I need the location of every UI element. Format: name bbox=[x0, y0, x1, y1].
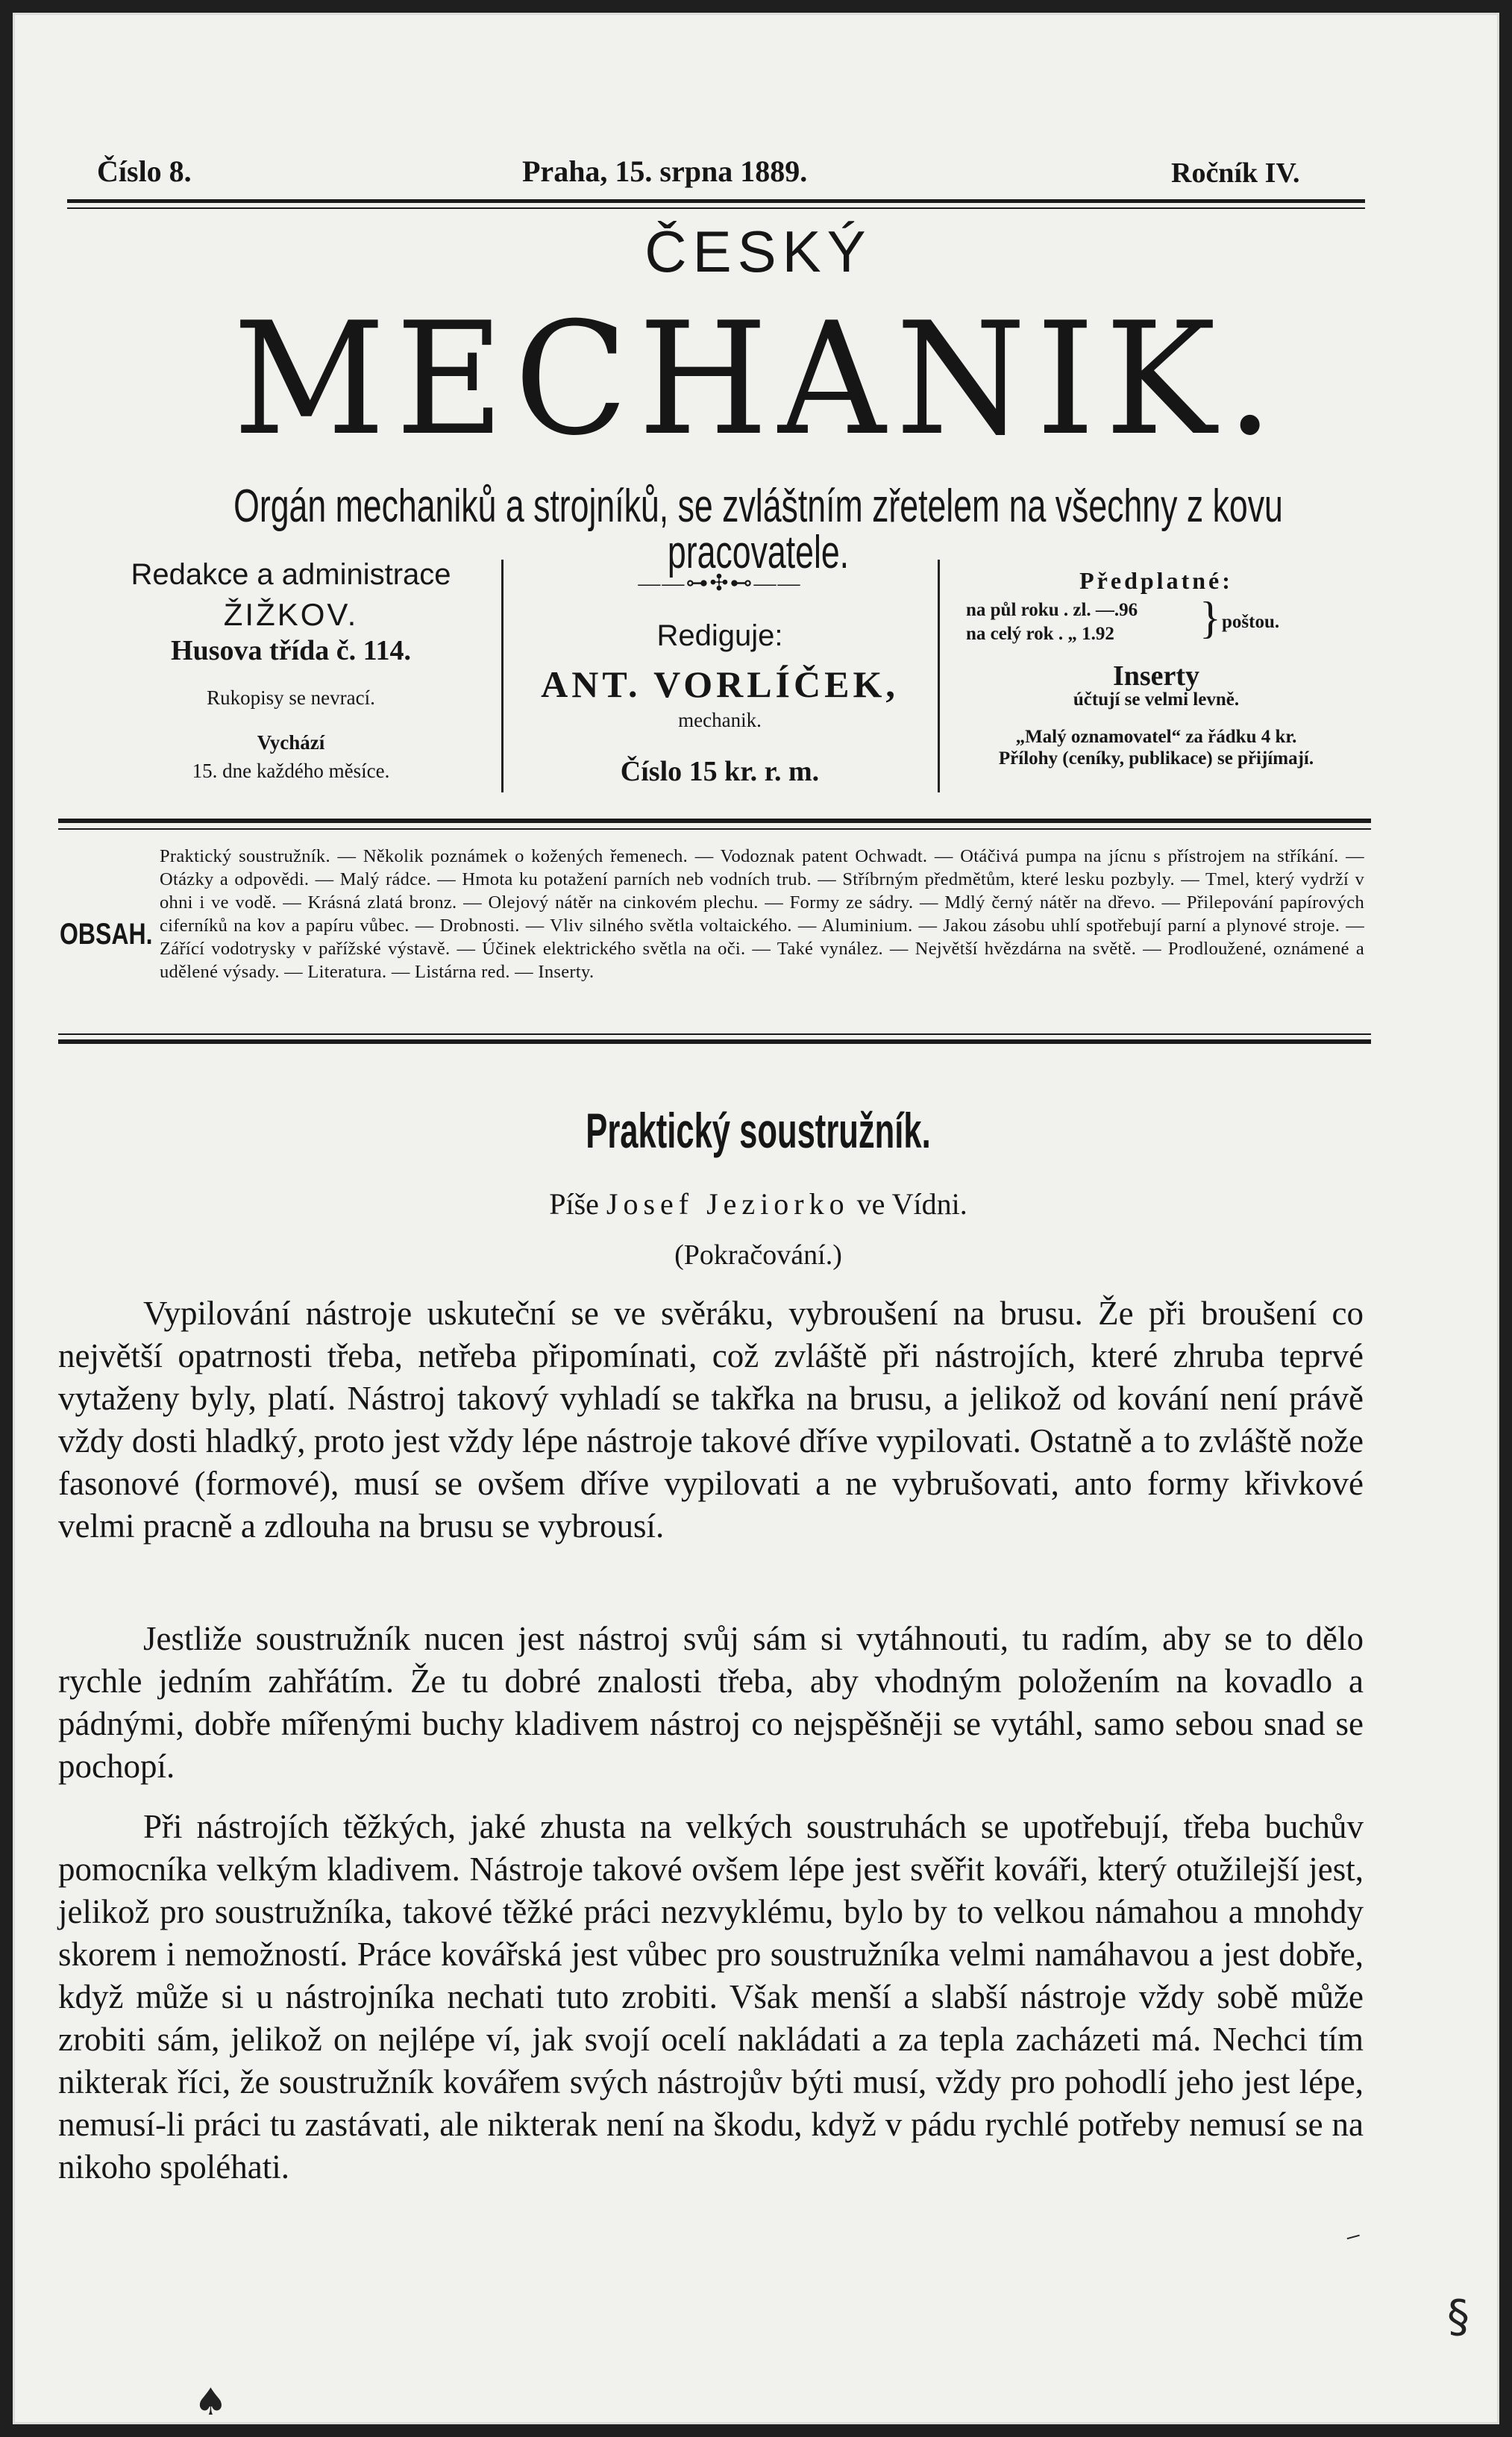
redakce-city: ŽIŽKOV. bbox=[223, 597, 359, 632]
obsah-rule-top-thin bbox=[58, 828, 1371, 830]
ornament: ——⊶✣⊷—— bbox=[638, 571, 802, 595]
ink-blot-icon: ♠ bbox=[194, 2380, 228, 2424]
scan-mark-icon: ⸝ bbox=[1342, 2215, 1370, 2249]
volume: Ročník IV. bbox=[1171, 157, 1300, 189]
prilohy-note: Přílohy (ceníky, publikace) se přijímají. bbox=[998, 748, 1314, 769]
inserty-note: účtují se velmi levně. bbox=[1073, 689, 1240, 710]
header-rule bbox=[67, 199, 1365, 203]
masthead-pretitle: ČESKÝ bbox=[644, 219, 872, 284]
place-date: Praha, 15. srpna 1889. bbox=[522, 154, 808, 188]
article-byline bbox=[15, 1186, 1499, 1221]
obsah-rule-top bbox=[58, 819, 1371, 823]
obsah-rule-bottom-thin bbox=[58, 1033, 1371, 1035]
price-brace: } bbox=[1199, 593, 1221, 642]
column-divider-left bbox=[501, 560, 504, 792]
price-full-year: na celý rok . „ 1.92 bbox=[966, 624, 1114, 644]
byline-prefix: Píše bbox=[549, 1187, 599, 1221]
editor-name: ANT. VORLÍČEK, bbox=[541, 663, 899, 705]
page-edge-mark-icon: § bbox=[1447, 2291, 1469, 2343]
rediguje-label: Rediguje: bbox=[656, 619, 783, 652]
obsah-rule-bottom bbox=[58, 1039, 1371, 1044]
byline-suffix: ve Vídni. bbox=[856, 1187, 967, 1221]
price-half-year: na půl roku . zl. —.96 bbox=[966, 600, 1138, 620]
issue-number: Číslo 8. bbox=[97, 154, 192, 188]
price-postou: poštou. bbox=[1222, 612, 1280, 632]
issue-price: Číslo 15 kr. r. m. bbox=[620, 756, 820, 787]
redakce-label: Redakce a administrace bbox=[131, 558, 451, 591]
byline-author: Josef Jeziorko bbox=[606, 1187, 850, 1221]
masthead-title: MECHANIK. bbox=[233, 290, 1284, 470]
inserty-heading: Inserty bbox=[1112, 660, 1200, 692]
obsah-text: Praktický soustružník. — Několik poznámek o kožených řemenech. — Vodoznak patent Ochwadt. — Otáčivá pumpa na jícnu s přístrojem na stříkání. — Otázky a odpovědi. — Malý rádce. — Hmota ku potažení parních neb vodních trub. — Stříbrným předmětům, které lesku pozbyly. — Tmel, který vydrží v ohni i ve vodě. — Krásná zlatá bronz. — Olejový nátěr na cinkovém plechu. — Formy ze sádry. — Mdlý černý nátěr na dřevo. — Přilepování papírových ciferníků na kov a papíru vůbec. — Drobnosti. — Vliv silného světla voltaického. — Aluminium. — Jakou zásobu uhlí spotřebují parní a plynové stroje. — Zářící vodotrysky v pařížské výstavě. — Účinek elektrického světla na oči. — Také vynález. — Největší hvězdárna na světě. — Prodloužené, oznámené a udělené výsady. — Literatura. — Listárna red. — Inserty. bbox=[160, 846, 1364, 982]
rukopisy-note: Rukopisy se nevrací. bbox=[207, 686, 375, 709]
header-rule-thin bbox=[67, 207, 1365, 209]
article-title: Praktický soustružník. bbox=[586, 1103, 931, 1158]
editor-title: mechanik. bbox=[678, 709, 762, 731]
obsah-label: OBSAH. bbox=[60, 918, 153, 951]
article-paragraph-1: Vypilování nástroje uskuteční se ve svěráku, vybroušení na brusu. Že při broušení co největší opatrnosti třeba, netřeba připomínati, což zvláště při nástrojích, které zhruba teprvé vytaženy byly, platí. Nástroj takový vyhladí se takřka na brusu, a jelikož od kování není právě vždy dosti hladký, proto jest vždy lépe nástroje takové dříve vypilovati. Ostatně a to zvláště nože fasonové (formové), musí se ovšem dříve vypilovati a ne vybrušovati, anto formy křivkové velmi pracně a zdlouha na brusu se vybrousí. bbox=[58, 1295, 1364, 1545]
article-paragraph-3: Při nástrojích těžkých, jaké zhusta na velkých soustruhách se upotřebují, třeba buchův pomocníka velkým kladivem. Nástroje takové ovšem lépe jest svěřit kováři, který otužilejší jest, jelikož pro soustružníka, takové těžké práci nezvyklému, bylo by to velkou námahou a mnohdy skorem i nemožností. Práce kovářská jest vůbec pro soustružníka velmi namáhavou a jest dobře, když může si u nástrojníka nechati tuto zrobiti. Však menší a slabší nástroje vždy sobě může zrobiti sám, jelikož on nejlépe ví, jak svojí ocelí nakládati a za tepla zacházeti má. Nechci tím nikterak říci, že soustružník kovářem svých nástrojův býti musí, vždy pro pohodlí jeho jest lépe, nemusí-li práci tu zastávati, ale nikterak není na škodu, když v pádu rychlé potřeby nemusí se na nikoho spoléhati. bbox=[58, 1808, 1364, 2186]
article-paragraph-2: Jestliže soustružník nucen jest nástroj svůj sám si vytáhnouti, tu radím, aby se to dělo rychle jedním zahřátím. Že tu dobré znalosti třeba, aby vhodným položením na kovadlo a pádnými, dobře mířenými buchy kladivem nástroj co nejspěšněji se vytáhl, samo sebou snad se pochopí. bbox=[58, 1620, 1364, 1785]
vychazi-label: Vychází bbox=[257, 731, 325, 754]
predplatne-heading: Předplatné: bbox=[1079, 567, 1233, 594]
newspaper-page bbox=[13, 13, 1499, 2424]
redakce-address: Husova třída č. 114. bbox=[171, 635, 411, 666]
article-continued: (Pokračování.) bbox=[674, 1239, 842, 1271]
vychazi-date: 15. dne každého měsíce. bbox=[192, 760, 390, 782]
maly-oznamovatel: „Malý oznamovatel“ za řádku 4 kr. bbox=[1015, 727, 1297, 747]
masthead-subtitle: Orgán mechaniků a strojníků, se zvláštním zřetelem na všechny z kovu pracovatele. bbox=[233, 481, 1283, 578]
